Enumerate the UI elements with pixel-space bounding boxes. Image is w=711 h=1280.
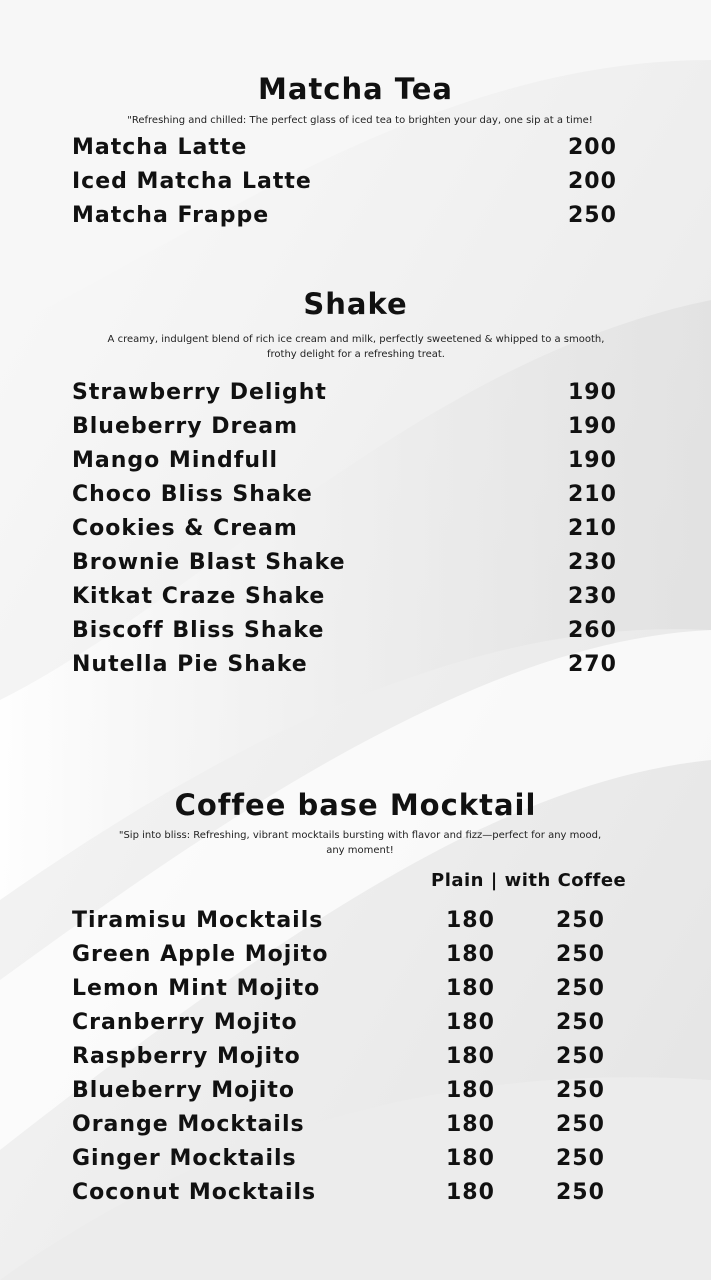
item-price-coffee: 250 xyxy=(556,976,605,1001)
item-price-coffee: 250 xyxy=(556,1180,605,1205)
item-price-plain: 180 xyxy=(446,1078,495,1103)
item-price-coffee: 250 xyxy=(556,908,605,933)
item-price-plain: 180 xyxy=(446,1180,495,1205)
item-name: Cookies & Cream xyxy=(72,516,298,541)
item-name: Ginger Mocktails xyxy=(72,1146,297,1171)
item-name: Choco Bliss Shake xyxy=(72,482,313,507)
item-price: 210 xyxy=(568,482,617,507)
item-price: 200 xyxy=(568,169,617,194)
item-price: 270 xyxy=(568,652,617,677)
item-name: Biscoff Bliss Shake xyxy=(72,618,325,643)
item-price-plain: 180 xyxy=(446,908,495,933)
item-name: Brownie Blast Shake xyxy=(72,550,346,575)
item-price: 230 xyxy=(568,550,617,575)
item-name: Raspberry Mojito xyxy=(72,1044,301,1069)
item-price: 190 xyxy=(568,448,617,473)
section-description-shake: A creamy, indulgent blend of rich ice cream and milk, perfectly sweetened & whipped to a smooth, frothy delight for a refreshing treat. xyxy=(107,334,605,360)
item-price-plain: 180 xyxy=(446,942,495,967)
item-price: 190 xyxy=(568,414,617,439)
item-price-coffee: 250 xyxy=(556,1010,605,1035)
item-price-coffee: 250 xyxy=(556,1112,605,1137)
item-name: Orange Mocktails xyxy=(72,1112,305,1137)
item-price: 210 xyxy=(568,516,617,541)
item-name: Lemon Mint Mojito xyxy=(72,976,321,1001)
section-title-matcha: Matcha Tea xyxy=(258,72,453,106)
item-price-plain: 180 xyxy=(446,976,495,1001)
item-name: Matcha Frappe xyxy=(72,203,270,228)
price-column-header: Plain | with Coffee xyxy=(431,870,627,891)
section-description-matcha: "Refreshing and chilled: The perfect glass of iced tea to brighten your day, one sip at a time! xyxy=(127,115,593,126)
item-name: Mango Mindfull xyxy=(72,448,279,473)
item-name: Strawberry Delight xyxy=(72,380,327,405)
item-name: Iced Matcha Latte xyxy=(72,169,312,194)
item-price-plain: 180 xyxy=(446,1044,495,1069)
item-price: 200 xyxy=(568,135,617,160)
item-price: 190 xyxy=(568,380,617,405)
section-title-mocktail: Coffee base Mocktail xyxy=(174,788,537,822)
item-price: 250 xyxy=(568,203,617,228)
item-name: Nutella Pie Shake xyxy=(72,652,308,677)
item-name: Blueberry Dream xyxy=(72,414,299,439)
item-name: Blueberry Mojito xyxy=(72,1078,295,1103)
item-name: Tiramisu Mocktails xyxy=(72,908,324,933)
section-title-shake: Shake xyxy=(303,287,408,321)
item-price-plain: 180 xyxy=(446,1112,495,1137)
item-name: Kitkat Craze Shake xyxy=(72,584,326,609)
item-name: Cranberry Mojito xyxy=(72,1010,298,1035)
item-price-plain: 180 xyxy=(446,1146,495,1171)
item-price-coffee: 250 xyxy=(556,1146,605,1171)
item-price-coffee: 250 xyxy=(556,1044,605,1069)
section-description-mocktail: "Sip into bliss: Refreshing, vibrant mocktails bursting with flavor and fizz—perfect for any mood, any moment! xyxy=(118,830,602,856)
item-price: 230 xyxy=(568,584,617,609)
item-price-coffee: 250 xyxy=(556,1078,605,1103)
item-price-plain: 180 xyxy=(446,1010,495,1035)
item-price: 260 xyxy=(568,618,617,643)
item-price-coffee: 250 xyxy=(556,942,605,967)
item-name: Matcha Latte xyxy=(72,135,248,160)
item-name: Coconut Mocktails xyxy=(72,1180,317,1205)
item-name: Green Apple Mojito xyxy=(72,942,329,967)
